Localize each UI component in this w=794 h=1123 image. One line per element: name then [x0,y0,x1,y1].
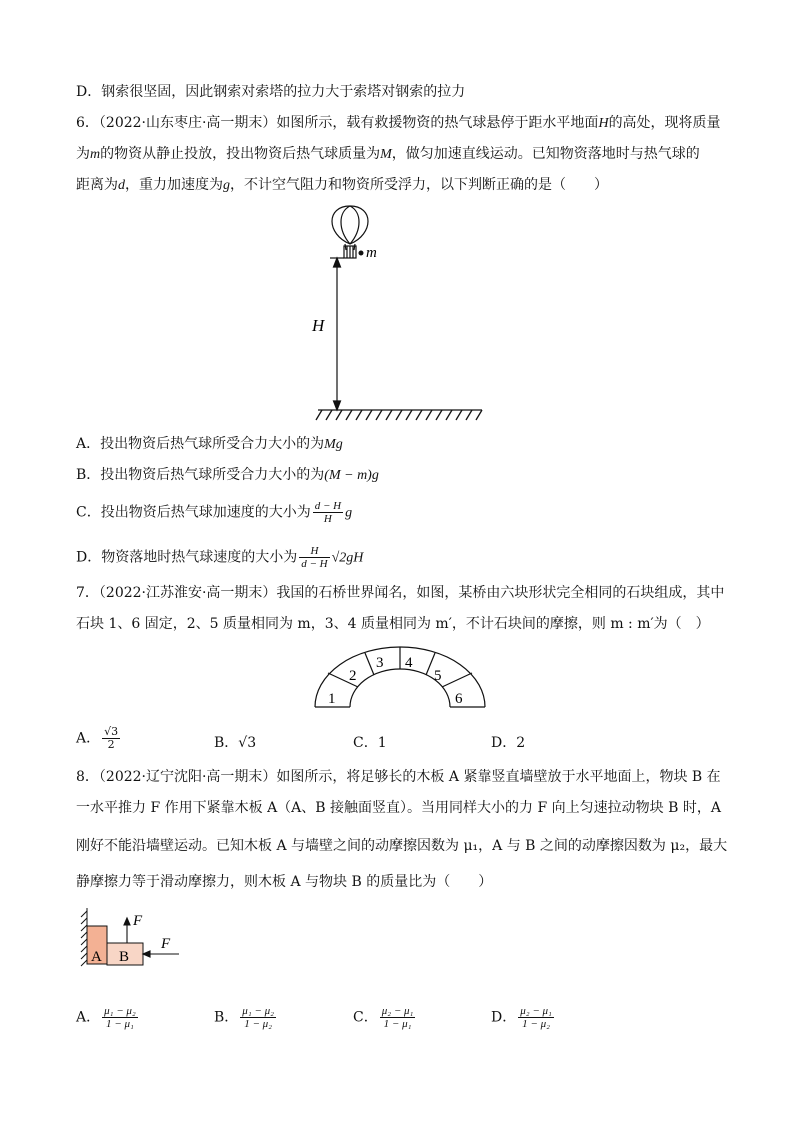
fraction-den: 1 − μ₁ [383,1018,412,1030]
fraction-den: 2 [107,738,115,751]
fraction [240,1005,276,1030]
block-label-4: 4 [405,655,413,671]
up-force-label: F [133,913,143,929]
fraction-den: 1 − μ₂ [522,1018,550,1030]
q6-var: m [90,147,101,162]
q7-option-a[interactable] [76,726,122,751]
q6-option-b[interactable] [76,465,379,486]
q7-stem-line2: 石块 1、6 固定，2、5 质量相同为 m，3、4 质量相同为 m′，不计石块间的摩擦，则 m : m′为（ ） [76,616,710,632]
option-text: C．投出物资后热气球加速度的大小为 [76,504,311,521]
q6-text: ，重力加速度为 [125,177,223,193]
option-label: B． [214,1009,239,1026]
fraction [102,726,120,751]
q6-option-c[interactable] [76,500,352,525]
q6-text: 的物资从静止投放，投出物资后热气球质量为 [100,146,381,162]
fraction-den: 1 − μ₁ [106,1018,134,1030]
fraction-den: H [323,513,332,525]
block-b-label: B [119,949,130,965]
block-label-2: 2 [349,668,357,684]
q8-stem-line1: 8．（2022·辽宁沈阳·高一期末）如图所示，将足够长的木板 A 紧靠竖直墙壁放于水平地面上，物块 B 在 [76,769,721,785]
q6-var: H [598,116,609,131]
q6-option-a[interactable] [76,434,343,455]
fraction-num: μ₂ − μ₁ [520,1005,552,1017]
cargo-dot [359,251,364,256]
q7-arch-bridge-figure [310,645,490,710]
q8-stem-line4: 静摩擦力等于滑动摩擦力，则木板 A 与物块 B 的质量比为（ ） [76,874,493,890]
board-a-label: A [91,949,102,965]
option-text: D．物资落地时热气球速度的大小为 [76,549,298,566]
fraction [102,1005,138,1030]
ground [316,410,482,420]
q7-option-c[interactable]: C．1 [353,735,387,751]
option-label: C． [353,1009,378,1026]
fraction-num: H [299,545,329,558]
q6-stem-line2 [76,144,700,165]
q8-option-c[interactable] [353,1005,417,1030]
q7-stem-line1: 7．（2022·江苏淮安·高一期末）我国的石桥世界闻名，如图，某桥由六块形状完全相同的石块组成，其中 [76,585,725,601]
height-label: H [312,316,325,335]
q8-stem-line2: 一水平推力 F 作用下紧靠木板 A（A、B 接触面竖直）。当用同样大小的力 F 向上匀速拉动物块 B 时，A [76,800,721,816]
block-label-3: 3 [376,655,384,671]
option-label: D． [491,1009,517,1026]
q6-text: 的高处，现将质量 [608,115,721,131]
block-label-5: 5 [434,668,442,684]
fraction-den: 1 − μ₂ [244,1018,272,1030]
q6-option-d[interactable] [76,545,363,570]
balloon-icon [330,206,368,258]
fraction [518,1005,554,1030]
fraction-num: μ₁ − μ₂ [104,1005,136,1017]
q6-var: M [380,147,392,162]
mass-label: m [366,245,377,261]
push-force-label: F [161,936,171,952]
option-expr: Mg [324,437,343,452]
fraction-num: √3 [104,725,119,738]
fraction [380,1005,416,1030]
q6-text: 6．（2022·山东枣庄·高一期末）如图所示，载有救援物资的热气球悬停于距水平地面 [76,115,599,131]
q8-option-d[interactable] [491,1005,556,1030]
option-text: B．投出物资后热气球所受合力大小的为 [76,467,325,483]
option-expr: g [345,505,353,521]
q6-balloon-figure [300,200,500,425]
q6-text: 为 [76,146,90,162]
option-expr: (M − m)g [324,468,379,483]
q6-stem-line1 [76,113,721,134]
option-expr: √2gH [331,550,364,566]
up-force-arrow [124,918,130,943]
fraction-num: d − H [314,500,342,512]
q6-text: 距离为 [76,177,118,193]
q7-option-b[interactable]: B．√3 [214,735,257,751]
q6-stem-line3 [76,175,608,196]
q8-stem-line3: 刚好不能沿墙壁运动。已知木板 A 与墙壁之间的动摩擦因数为 μ₁，A 与 B 之间的动摩擦因数为 μ₂，最大 [76,838,728,854]
fraction-num: μ₂ − μ₁ [381,1005,414,1017]
fraction-num: μ₁ − μ₂ [242,1005,274,1017]
option-label: A． [76,730,101,747]
q7-option-d[interactable]: D．2 [491,735,526,751]
option-label: A． [76,1009,101,1026]
option-text: A．投出物资后热气球所受合力大小的为 [76,436,325,452]
q8-option-a[interactable] [76,1005,140,1030]
fraction [313,500,343,525]
q8-wall-block-figure [76,905,196,967]
q5-option-d: D．钢索很坚固，因此钢索对索塔的拉力大于索塔对钢索的拉力 [76,84,466,100]
q6-var: d [118,178,125,193]
q6-text: ，不计空气阻力和物资所受浮力，以下判断正确的是（ ） [230,177,608,193]
block-label-1: 1 [328,691,336,707]
fraction-den: d − H [301,558,328,570]
q8-option-b[interactable] [214,1005,278,1030]
q6-var: g [223,178,230,193]
fraction [299,545,329,570]
q6-text: ，做匀加速直线运动。已知物资落地时与热气球的 [391,146,700,162]
block-label-6: 6 [455,691,463,707]
height-arrow [334,258,341,410]
